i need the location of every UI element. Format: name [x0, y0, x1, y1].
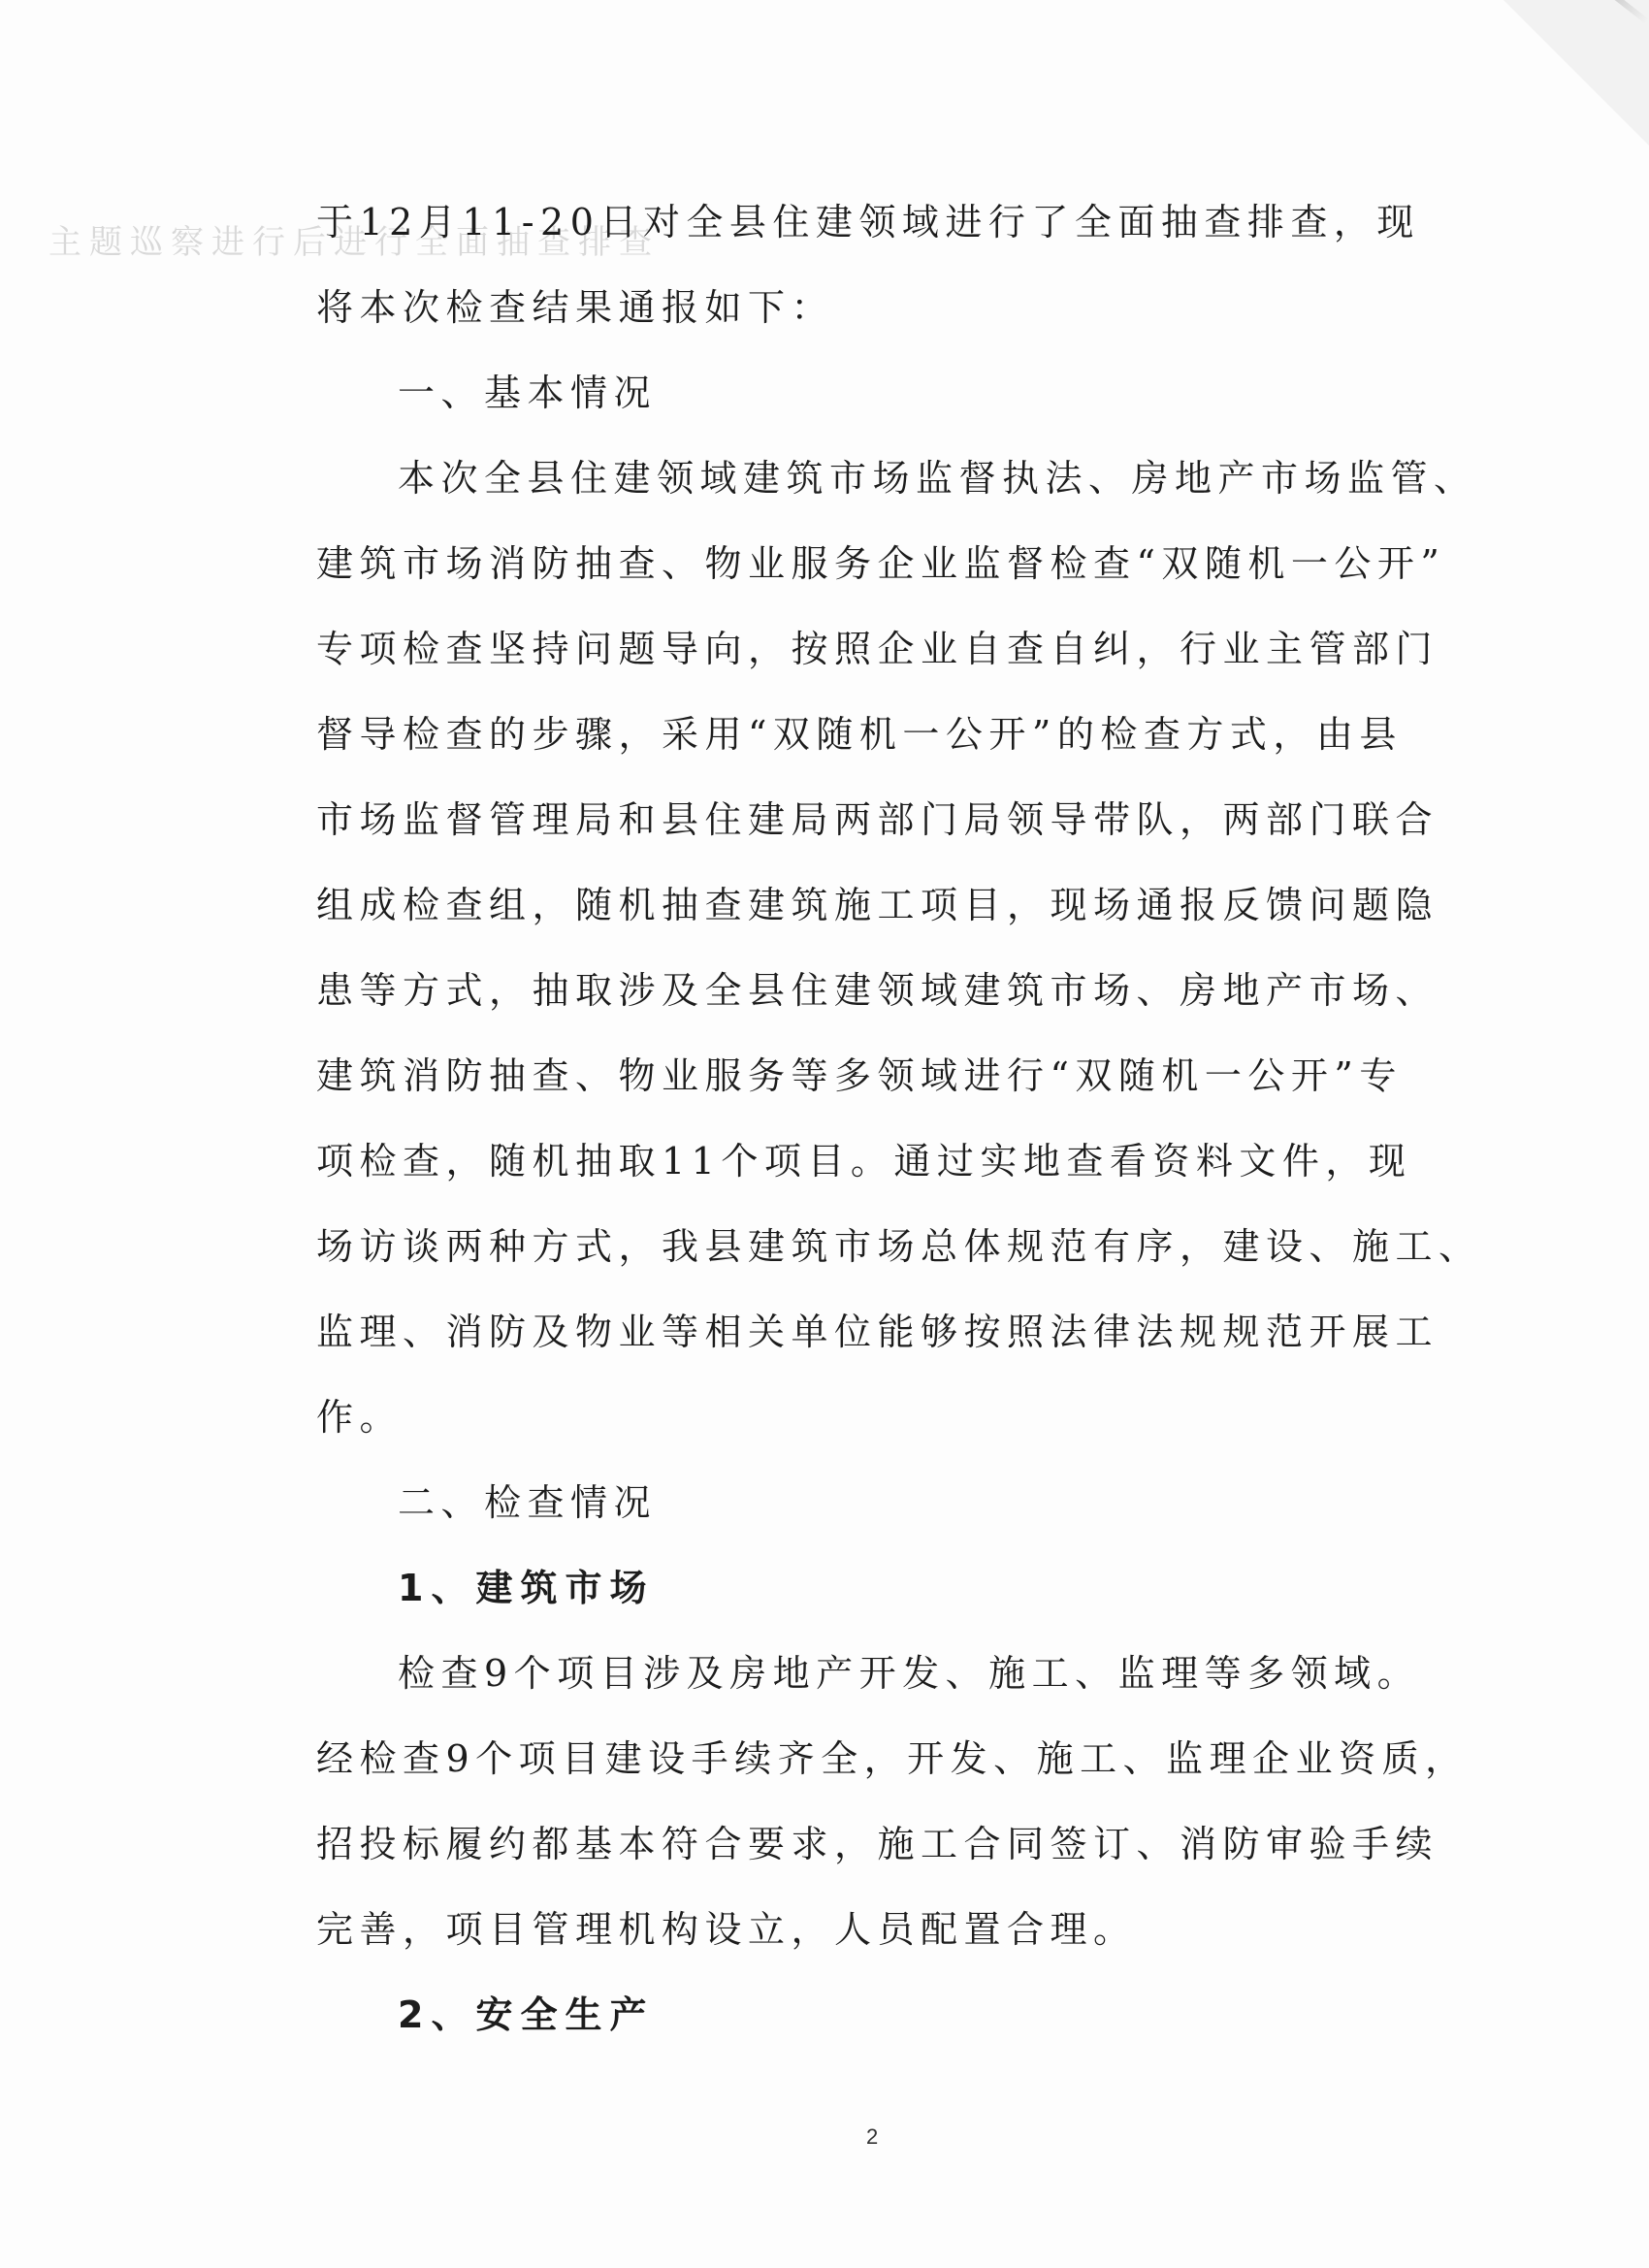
bleed-through-text: 主题巡察进行后进行全面抽查排查	[48, 223, 660, 262]
intro-line: 将本次检查结果通报如下：	[316, 286, 835, 329]
paragraph-line: 患等方式，抽取涉及全县住建领域建筑市场、房地产市场、	[316, 969, 1439, 1012]
paragraph-line: 作。	[316, 1396, 404, 1439]
paragraph-line: 市场监督管理局和县住建局两部门局领导带队，两部门联合	[316, 798, 1439, 841]
paragraph-line: 检查9个项目涉及房地产开发、施工、监理等多领域。	[398, 1652, 1421, 1695]
paragraph-line: 经检查9个项目建设手续齐全，开发、施工、监理企业资质，	[316, 1737, 1469, 1780]
paragraph-line: 本次全县住建领域建筑市场监督执法、房地产市场监管、	[398, 457, 1477, 500]
subsection-heading: 2、安全生产	[398, 1993, 655, 2036]
paragraph-line: 场访谈两种方式，我县建筑市场总体规范有序，建设、施工、	[316, 1225, 1482, 1268]
folded-corner	[1504, 0, 1649, 146]
paragraph-line: 专项检查坚持问题导向，按照企业自查自纠，行业主管部门	[316, 628, 1439, 670]
paragraph-line: 项检查，随机抽取11个项目。通过实地查看资料文件，现	[316, 1140, 1412, 1183]
paragraph-line: 监理、消防及物业等相关单位能够按照法律法规规范开展工	[316, 1311, 1439, 1353]
paragraph-line: 督导检查的步骤，采用“双随机一公开”的检查方式，由县	[316, 713, 1403, 756]
paragraph-line: 招投标履约都基本符合要求，施工合同签订、消防审验手续	[316, 1823, 1439, 1865]
subsection-heading: 1、建筑市场	[398, 1567, 655, 1609]
section-heading: 一、基本情况	[398, 372, 658, 414]
paragraph-line: 建筑市场消防抽查、物业服务企业监督检查“双随机一公开”	[316, 542, 1446, 585]
section-heading: 二、检查情况	[398, 1481, 658, 1524]
paragraph-line: 组成检查组，随机抽查建筑施工项目，现场通报反馈问题隐	[316, 884, 1439, 926]
paragraph-line: 建筑消防抽查、物业服务等多领域进行“双随机一公开”专	[316, 1054, 1403, 1097]
page-number: 2	[866, 2124, 879, 2149]
paragraph-line: 完善，项目管理机构设立，人员配置合理。	[316, 1908, 1137, 1951]
intro-line: 于12月11-20日对全县住建领域进行了全面抽查排查，现	[316, 201, 1420, 243]
